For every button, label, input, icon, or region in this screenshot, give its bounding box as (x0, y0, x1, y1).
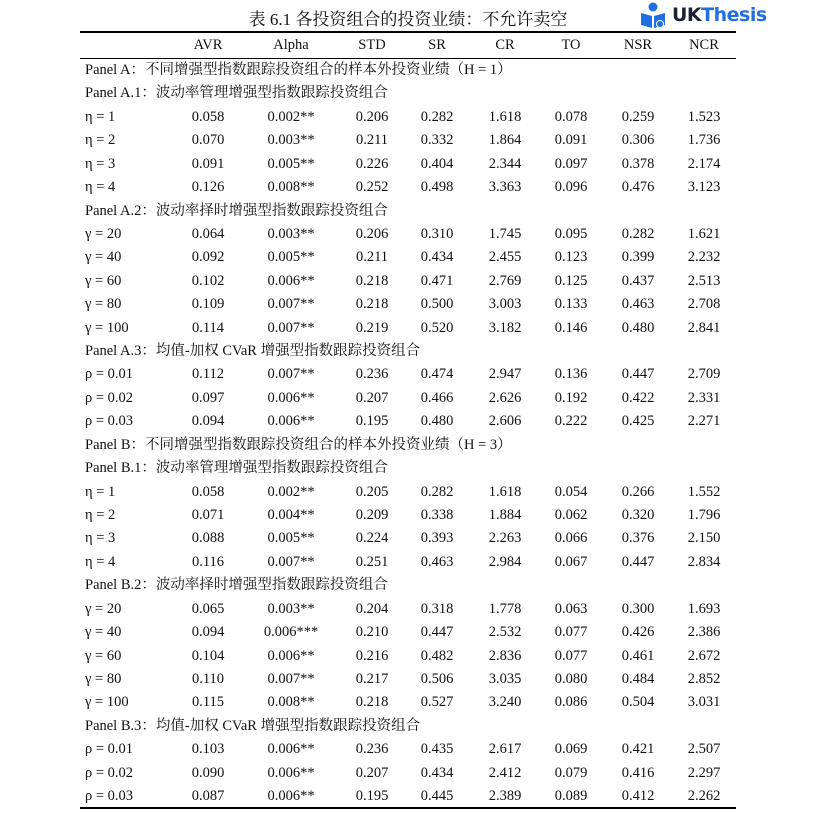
cell-alpha: 0.007** (267, 366, 315, 383)
cell-avr: 0.126 (191, 179, 225, 196)
column-header-to: TO (561, 37, 581, 53)
table-title: 表 6.1 各投资组合的投资业绩：不允许卖空 (248, 10, 568, 29)
cell-to: 0.066 (554, 530, 588, 547)
cell-cr: 2.984 (488, 553, 522, 570)
cell-alpha: 0.003** (267, 225, 315, 242)
cell-avr: 0.058 (191, 483, 225, 500)
cell-nsr: 0.376 (621, 530, 655, 547)
cell-avr: 0.102 (191, 272, 225, 289)
panel-label: Panel B.1：波动率管理增强型指数跟踪投资组合 (85, 460, 388, 477)
cell-sr: 0.434 (420, 249, 454, 266)
cell-alpha: 0.003** (267, 132, 315, 149)
parameter-label: ρ = 0.02 (85, 764, 134, 781)
cell-ncr: 1.621 (687, 225, 721, 242)
parameter-label: γ = 100 (85, 694, 129, 711)
column-header-nsr: NSR (623, 37, 653, 53)
cell-std: 0.216 (355, 647, 389, 664)
cell-std: 0.211 (355, 249, 389, 266)
cell-cr: 2.626 (488, 389, 522, 406)
cell-ncr: 2.672 (687, 647, 721, 664)
table-row (80, 153, 736, 176)
panel-heading-row (80, 715, 736, 738)
cell-cr: 2.606 (488, 413, 522, 430)
cell-nsr: 0.306 (621, 132, 655, 149)
cell-std: 0.207 (355, 389, 389, 406)
cell-sr: 0.282 (420, 483, 454, 500)
cell-cr: 2.947 (488, 366, 522, 383)
cell-avr: 0.070 (191, 132, 225, 149)
cell-std: 0.204 (355, 600, 389, 617)
cell-std: 0.210 (355, 624, 389, 641)
cell-alpha: 0.006** (267, 647, 315, 664)
cell-sr: 0.498 (420, 179, 454, 196)
cell-ncr: 2.386 (687, 624, 721, 641)
parameter-label: γ = 40 (85, 249, 122, 266)
cell-std: 0.218 (355, 272, 389, 289)
panel-heading-row (80, 457, 736, 480)
table-row (80, 762, 736, 785)
top-rule (80, 31, 736, 33)
parameter-label: η = 1 (85, 483, 116, 500)
cell-cr: 2.412 (488, 764, 522, 781)
panel-label: Panel B.3：均值-加权 CVaR 增强型指数跟踪投资组合 (85, 717, 421, 734)
cell-sr: 0.445 (420, 788, 454, 805)
cell-to: 0.069 (554, 741, 588, 758)
cell-std: 0.207 (355, 764, 389, 781)
table-row (80, 504, 736, 527)
table-row (80, 668, 736, 691)
cell-avr: 0.088 (191, 530, 225, 547)
cell-to: 0.078 (554, 108, 588, 125)
cell-cr: 3.003 (488, 296, 522, 313)
cell-alpha: 0.006** (267, 413, 315, 430)
cell-sr: 0.482 (420, 647, 454, 664)
cell-nsr: 0.399 (621, 249, 655, 266)
cell-std: 0.224 (355, 530, 389, 547)
cell-alpha: 0.005** (267, 155, 315, 172)
cell-avr: 0.103 (191, 741, 225, 758)
table-row (80, 645, 736, 668)
cell-cr: 2.263 (488, 530, 522, 547)
panel-label: Panel A.2：波动率择时增强型指数跟踪投资组合 (85, 202, 388, 219)
cell-std: 0.218 (355, 296, 389, 313)
table-row (80, 598, 736, 621)
cell-cr: 1.778 (488, 600, 522, 617)
cell-ncr: 2.507 (687, 741, 721, 758)
parameter-label: η = 3 (85, 155, 116, 172)
table-row (80, 621, 736, 644)
panel-label: Panel A.1：波动率管理增强型指数跟踪投资组合 (85, 85, 388, 102)
parameter-label: γ = 60 (85, 272, 122, 289)
cell-cr: 1.864 (488, 132, 522, 149)
cell-avr: 0.097 (191, 389, 225, 406)
cell-avr: 0.114 (191, 319, 225, 336)
cell-ncr: 3.031 (687, 694, 721, 711)
parameter-label: η = 4 (85, 179, 116, 196)
table-row (80, 387, 736, 410)
cell-cr: 2.344 (488, 155, 522, 172)
cell-to: 0.136 (554, 366, 588, 383)
parameter-label: η = 4 (85, 553, 116, 570)
panel-heading-row (80, 59, 736, 82)
watermark-uk: UK (672, 4, 702, 26)
panel-heading-row (80, 340, 736, 363)
cell-alpha: 0.008** (267, 694, 315, 711)
cell-to: 0.054 (554, 483, 588, 500)
cell-std: 0.195 (355, 788, 389, 805)
cell-sr: 0.310 (420, 225, 454, 242)
cell-cr: 1.618 (488, 483, 522, 500)
parameter-label: η = 2 (85, 132, 116, 149)
cell-sr: 0.474 (420, 366, 454, 383)
reader-icon (640, 1, 668, 29)
cell-avr: 0.116 (191, 553, 225, 570)
table-row (80, 270, 736, 293)
cell-alpha: 0.007** (267, 670, 315, 687)
cell-sr: 0.520 (420, 319, 454, 336)
cell-avr: 0.104 (191, 647, 225, 664)
cell-alpha: 0.005** (267, 530, 315, 547)
parameter-label: γ = 80 (85, 670, 122, 687)
table-row (80, 106, 736, 129)
parameter-label: γ = 20 (85, 600, 122, 617)
table-row (80, 785, 736, 808)
table-row (80, 527, 736, 550)
cell-ncr: 2.841 (687, 319, 721, 336)
cell-alpha: 0.002** (267, 108, 315, 125)
cell-ncr: 1.523 (687, 108, 721, 125)
cell-sr: 0.434 (420, 764, 454, 781)
cell-sr: 0.506 (420, 670, 454, 687)
cell-to: 0.096 (554, 179, 588, 196)
cell-ncr: 1.796 (687, 506, 721, 523)
column-header-cr: CR (495, 37, 515, 53)
panel-label: Panel B：不同增强型指数跟踪投资组合的样本外投资业绩（H = 3） (85, 436, 512, 453)
cell-nsr: 0.447 (621, 553, 655, 570)
cell-nsr: 0.422 (621, 389, 655, 406)
cell-avr: 0.115 (191, 694, 225, 711)
parameter-label: γ = 60 (85, 647, 122, 664)
cell-nsr: 0.426 (621, 624, 655, 641)
cell-nsr: 0.447 (621, 366, 655, 383)
cell-to: 0.095 (554, 225, 588, 242)
cell-ncr: 1.736 (687, 132, 721, 149)
cell-to: 0.079 (554, 764, 588, 781)
cell-nsr: 0.416 (621, 764, 655, 781)
cell-sr: 0.471 (420, 272, 454, 289)
cell-ncr: 2.150 (687, 530, 721, 547)
cell-sr: 0.404 (420, 155, 454, 172)
cell-to: 0.077 (554, 647, 588, 664)
cell-alpha: 0.006** (267, 741, 315, 758)
cell-nsr: 0.421 (621, 741, 655, 758)
cell-std: 0.219 (355, 319, 389, 336)
cell-cr: 3.240 (488, 694, 522, 711)
cell-alpha: 0.004** (267, 506, 315, 523)
cell-nsr: 0.480 (621, 319, 655, 336)
cell-cr: 2.836 (488, 647, 522, 664)
cell-to: 0.086 (554, 694, 588, 711)
panel-heading-row (80, 574, 736, 597)
cell-std: 0.236 (355, 366, 389, 383)
cell-alpha: 0.007** (267, 296, 315, 313)
cell-avr: 0.094 (191, 413, 225, 430)
cell-std: 0.209 (355, 506, 389, 523)
cell-avr: 0.064 (191, 225, 225, 242)
table-row (80, 246, 736, 269)
cell-alpha: 0.006*** (263, 624, 319, 641)
cell-ncr: 3.123 (687, 179, 721, 196)
parameter-label: γ = 100 (85, 319, 129, 336)
cell-ncr: 2.174 (687, 155, 721, 172)
cell-to: 0.222 (554, 413, 588, 430)
cell-sr: 0.282 (420, 108, 454, 125)
cell-nsr: 0.266 (621, 483, 655, 500)
cell-to: 0.123 (554, 249, 588, 266)
cell-avr: 0.087 (191, 788, 225, 805)
cell-nsr: 0.412 (621, 788, 655, 805)
cell-sr: 0.466 (420, 389, 454, 406)
parameter-label: η = 1 (85, 108, 116, 125)
table-row (80, 176, 736, 199)
cell-alpha: 0.006** (267, 764, 315, 781)
cell-to: 0.080 (554, 670, 588, 687)
column-header-alpha: Alpha (273, 37, 309, 53)
column-header-sr: SR (428, 37, 446, 53)
cell-cr: 3.035 (488, 670, 522, 687)
cell-cr: 3.363 (488, 179, 522, 196)
cell-to: 0.133 (554, 296, 588, 313)
table-row (80, 691, 736, 714)
column-header-std: STD (358, 37, 386, 53)
bottom-rule (80, 807, 736, 809)
cell-cr: 2.389 (488, 788, 522, 805)
table-row (80, 410, 736, 433)
table-row (80, 317, 736, 340)
cell-alpha: 0.006** (267, 389, 315, 406)
cell-std: 0.251 (355, 553, 389, 570)
cell-to: 0.146 (554, 319, 588, 336)
table-row (80, 129, 736, 152)
parameter-label: γ = 40 (85, 624, 122, 641)
parameter-label: γ = 20 (85, 225, 122, 242)
table-row (80, 223, 736, 246)
cell-nsr: 0.437 (621, 272, 655, 289)
parameter-label: η = 3 (85, 530, 116, 547)
panel-label: Panel A.3：均值-加权 CVaR 增强型指数跟踪投资组合 (85, 343, 421, 360)
parameter-label: ρ = 0.03 (85, 413, 134, 430)
cell-avr: 0.109 (191, 296, 225, 313)
cell-avr: 0.092 (191, 249, 225, 266)
cell-nsr: 0.484 (621, 670, 655, 687)
cell-sr: 0.435 (420, 741, 454, 758)
cell-sr: 0.463 (420, 553, 454, 570)
cell-nsr: 0.504 (621, 694, 655, 711)
cell-ncr: 1.693 (687, 600, 721, 617)
cell-nsr: 0.378 (621, 155, 655, 172)
cell-avr: 0.065 (191, 600, 225, 617)
cell-ncr: 2.708 (687, 296, 721, 313)
panel-heading-row (80, 434, 736, 457)
cell-avr: 0.058 (191, 108, 225, 125)
cell-nsr: 0.282 (621, 225, 655, 242)
cell-std: 0.206 (355, 225, 389, 242)
cell-cr: 1.745 (488, 225, 522, 242)
panel-label: Panel A：不同增强型指数跟踪投资组合的样本外投资业绩（H = 1） (85, 62, 512, 78)
cell-nsr: 0.259 (621, 108, 655, 125)
cell-to: 0.097 (554, 155, 588, 172)
watermark-logo (640, 1, 812, 29)
cell-avr: 0.112 (191, 366, 225, 383)
parameter-label: ρ = 0.03 (85, 788, 134, 805)
cell-std: 0.195 (355, 413, 389, 430)
cell-sr: 0.332 (420, 132, 454, 149)
cell-sr: 0.393 (420, 530, 454, 547)
cell-sr: 0.447 (420, 624, 454, 641)
cell-ncr: 2.331 (687, 389, 721, 406)
table-row (80, 481, 736, 504)
cell-ncr: 2.513 (687, 272, 721, 289)
cell-nsr: 0.476 (621, 179, 655, 196)
cell-sr: 0.480 (420, 413, 454, 430)
column-header-ncr: NCR (689, 37, 719, 53)
parameter-label: ρ = 0.01 (85, 366, 134, 383)
cell-nsr: 0.463 (621, 296, 655, 313)
cell-std: 0.211 (355, 132, 389, 149)
cell-nsr: 0.300 (621, 600, 655, 617)
cell-avr: 0.094 (191, 624, 225, 641)
cell-cr: 2.769 (488, 272, 522, 289)
cell-cr: 1.618 (488, 108, 522, 125)
cell-std: 0.236 (355, 741, 389, 758)
cell-to: 0.062 (554, 506, 588, 523)
cell-to: 0.063 (554, 600, 588, 617)
cell-nsr: 0.320 (621, 506, 655, 523)
cell-to: 0.192 (554, 389, 588, 406)
cell-to: 0.077 (554, 624, 588, 641)
cell-ncr: 2.271 (687, 413, 721, 430)
cell-alpha: 0.006** (267, 788, 315, 805)
cell-ncr: 1.552 (687, 483, 721, 500)
cell-std: 0.206 (355, 108, 389, 125)
cell-std: 0.205 (355, 483, 389, 500)
parameter-label: ρ = 0.02 (85, 389, 134, 406)
cell-avr: 0.071 (191, 506, 225, 523)
table-row (80, 363, 736, 386)
panel-label: Panel B.2：波动率择时增强型指数跟踪投资组合 (85, 577, 388, 594)
cell-cr: 2.532 (488, 624, 522, 641)
cell-avr: 0.090 (191, 764, 225, 781)
cell-to: 0.089 (554, 788, 588, 805)
cell-to: 0.125 (554, 272, 588, 289)
cell-std: 0.218 (355, 694, 389, 711)
cell-alpha: 0.006** (267, 272, 315, 289)
column-header-avr: AVR (193, 37, 223, 53)
cell-ncr: 2.709 (687, 366, 721, 383)
cell-alpha: 0.005** (267, 249, 315, 266)
table-row (80, 551, 736, 574)
cell-cr: 1.884 (488, 506, 522, 523)
cell-alpha: 0.002** (267, 483, 315, 500)
parameter-label: ρ = 0.01 (85, 741, 134, 758)
cell-std: 0.217 (355, 670, 389, 687)
cell-sr: 0.527 (420, 694, 454, 711)
cell-sr: 0.318 (420, 600, 454, 617)
cell-cr: 2.617 (488, 741, 522, 758)
cell-cr: 3.182 (488, 319, 522, 336)
cell-ncr: 2.852 (687, 670, 721, 687)
cell-std: 0.226 (355, 155, 389, 172)
parameter-label: η = 2 (85, 506, 116, 523)
cell-alpha: 0.007** (267, 319, 315, 336)
cell-alpha: 0.008** (267, 179, 315, 196)
cell-std: 0.252 (355, 179, 389, 196)
cell-alpha: 0.003** (267, 600, 315, 617)
table-header (80, 34, 736, 57)
cell-cr: 2.455 (488, 249, 522, 266)
cell-sr: 0.500 (420, 296, 454, 313)
cell-avr: 0.110 (191, 670, 225, 687)
cell-to: 0.067 (554, 553, 588, 570)
parameter-label: γ = 80 (85, 296, 122, 313)
cell-ncr: 2.232 (687, 249, 721, 266)
cell-ncr: 2.297 (687, 764, 721, 781)
cell-alpha: 0.007** (267, 553, 315, 570)
watermark-thesis: Thesis (701, 4, 767, 26)
cell-nsr: 0.461 (621, 647, 655, 664)
cell-ncr: 2.834 (687, 553, 721, 570)
cell-ncr: 2.262 (687, 788, 721, 805)
table-row (80, 738, 736, 761)
cell-sr: 0.338 (420, 506, 454, 523)
table-row (80, 293, 736, 316)
cell-to: 0.091 (554, 132, 588, 149)
panel-heading-row (80, 82, 736, 105)
panel-heading-row (80, 200, 736, 223)
cell-nsr: 0.425 (621, 413, 655, 430)
cell-avr: 0.091 (191, 155, 225, 172)
